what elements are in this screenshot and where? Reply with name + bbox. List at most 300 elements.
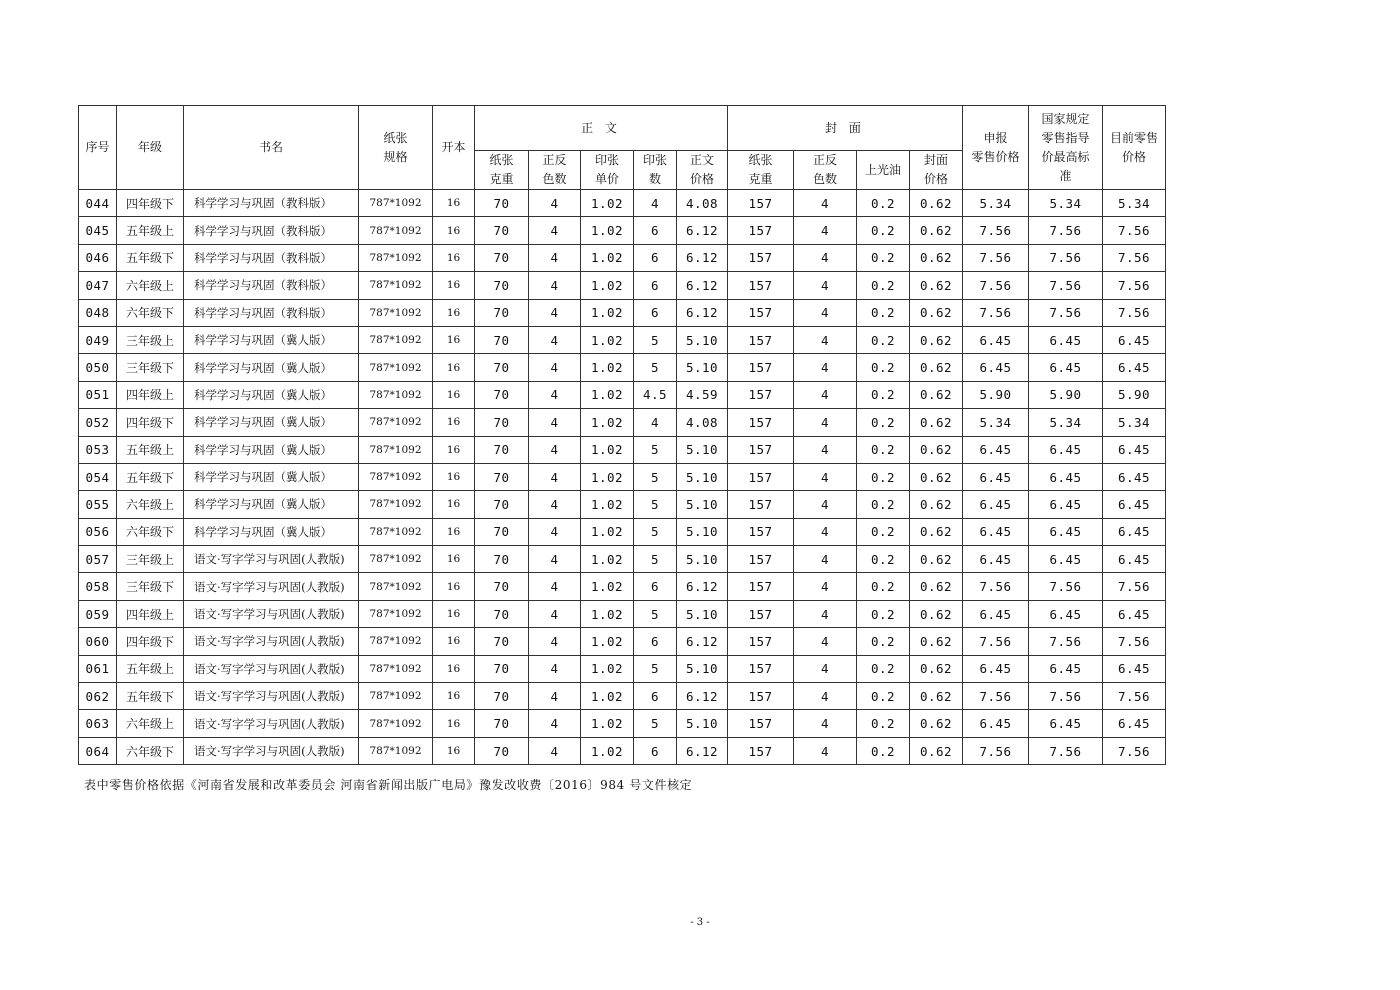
cell-format: 16 [433, 518, 475, 545]
cell-national-guide: 6.45 [1029, 518, 1103, 545]
table-row [79, 491, 1166, 518]
header-cover-group: 封 面 [728, 106, 963, 151]
cell-cover-weight: 157 [728, 326, 794, 353]
cell-current-price: 7.56 [1103, 628, 1166, 655]
cell-seq: 048 [79, 299, 117, 326]
cell-body-price: 4.08 [677, 409, 728, 436]
cell-body-weight: 70 [475, 217, 529, 244]
cell-body-price: 4.08 [677, 190, 728, 217]
cell-title: 语文·写字学习与巩固(人教版) [184, 546, 359, 573]
table-row [79, 244, 1166, 271]
cell-cover-weight: 157 [728, 409, 794, 436]
cell-body-weight: 70 [475, 737, 529, 764]
cell-cover-gloss: 0.2 [857, 628, 910, 655]
cell-body-sheet-price: 1.02 [581, 655, 634, 682]
cell-body-colors: 4 [529, 600, 581, 627]
cell-cover-colors: 4 [794, 628, 857, 655]
cell-body-sheet-price: 1.02 [581, 737, 634, 764]
cell-declared-price: 6.45 [963, 600, 1029, 627]
header-seq: 序号 [79, 106, 117, 190]
cell-cover-price: 0.62 [910, 655, 963, 682]
cell-body-price: 5.10 [677, 546, 728, 573]
cell-spec: 787*1092 [359, 518, 433, 545]
cell-format: 16 [433, 436, 475, 463]
page-number: - 3 - [690, 917, 710, 928]
table-row [79, 272, 1166, 299]
table-row [79, 409, 1166, 436]
cell-cover-weight: 157 [728, 436, 794, 463]
table-row [79, 463, 1166, 490]
cell-spec: 787*1092 [359, 217, 433, 244]
cell-body-price: 6.12 [677, 272, 728, 299]
table-row [79, 628, 1166, 655]
table-row [79, 436, 1166, 463]
cell-national-guide: 7.56 [1029, 683, 1103, 710]
cell-cover-colors: 4 [794, 272, 857, 299]
cell-cover-colors: 4 [794, 737, 857, 764]
cell-body-colors: 4 [529, 463, 581, 490]
cell-body-weight: 70 [475, 299, 529, 326]
cell-body-sheets: 6 [634, 299, 677, 326]
cell-declared-price: 6.45 [963, 463, 1029, 490]
cell-spec: 787*1092 [359, 244, 433, 271]
cell-cover-price: 0.62 [910, 436, 963, 463]
cell-cover-weight: 157 [728, 628, 794, 655]
cell-title: 科学学习与巩固（教科版） [184, 190, 359, 217]
cell-seq: 052 [79, 409, 117, 436]
cell-body-colors: 4 [529, 573, 581, 600]
cell-body-weight: 70 [475, 710, 529, 737]
cell-body-sheets: 6 [634, 737, 677, 764]
cell-cover-weight: 157 [728, 546, 794, 573]
table-row [79, 190, 1166, 217]
cell-body-price: 6.12 [677, 628, 728, 655]
cell-body-sheet-price: 1.02 [581, 463, 634, 490]
table-row [79, 710, 1166, 737]
cell-national-guide: 7.56 [1029, 217, 1103, 244]
cell-body-sheet-price: 1.02 [581, 436, 634, 463]
cell-seq: 063 [79, 710, 117, 737]
cell-cover-price: 0.62 [910, 299, 963, 326]
cell-format: 16 [433, 381, 475, 408]
cell-title: 科学学习与巩固（冀人版） [184, 491, 359, 518]
cell-national-guide: 5.90 [1029, 381, 1103, 408]
header-cover-colors: 正反 色数 [794, 151, 857, 190]
cell-cover-price: 0.62 [910, 326, 963, 353]
cell-body-colors: 4 [529, 381, 581, 408]
cell-cover-weight: 157 [728, 354, 794, 381]
cell-body-colors: 4 [529, 710, 581, 737]
cell-grade: 五年级上 [117, 436, 184, 463]
cell-format: 16 [433, 299, 475, 326]
cell-body-colors: 4 [529, 354, 581, 381]
cell-cover-weight: 157 [728, 737, 794, 764]
cell-national-guide: 5.34 [1029, 190, 1103, 217]
cell-cover-weight: 157 [728, 655, 794, 682]
cell-declared-price: 6.45 [963, 326, 1029, 353]
cell-body-weight: 70 [475, 354, 529, 381]
cell-title: 语文·写字学习与巩固(人教版) [184, 737, 359, 764]
cell-body-colors: 4 [529, 737, 581, 764]
cell-spec: 787*1092 [359, 710, 433, 737]
cell-cover-gloss: 0.2 [857, 190, 910, 217]
cell-cover-colors: 4 [794, 600, 857, 627]
cell-body-weight: 70 [475, 546, 529, 573]
cell-declared-price: 6.45 [963, 436, 1029, 463]
cell-cover-colors: 4 [794, 217, 857, 244]
cell-cover-weight: 157 [728, 710, 794, 737]
table-row [79, 381, 1166, 408]
cell-cover-price: 0.62 [910, 463, 963, 490]
cell-grade: 五年级下 [117, 244, 184, 271]
table-row [79, 600, 1166, 627]
cell-grade: 四年级下 [117, 190, 184, 217]
cell-title: 科学学习与巩固（冀人版） [184, 463, 359, 490]
cell-cover-gloss: 0.2 [857, 491, 910, 518]
cell-cover-gloss: 0.2 [857, 710, 910, 737]
cell-body-weight: 70 [475, 655, 529, 682]
cell-body-sheet-price: 1.02 [581, 491, 634, 518]
cell-body-colors: 4 [529, 326, 581, 353]
cell-body-price: 4.59 [677, 381, 728, 408]
cell-national-guide: 6.45 [1029, 436, 1103, 463]
cell-body-price: 5.10 [677, 655, 728, 682]
cell-body-colors: 4 [529, 655, 581, 682]
cell-cover-gloss: 0.2 [857, 573, 910, 600]
cell-body-price: 5.10 [677, 518, 728, 545]
cell-declared-price: 6.45 [963, 655, 1029, 682]
cell-cover-colors: 4 [794, 190, 857, 217]
cell-cover-price: 0.62 [910, 190, 963, 217]
cell-seq: 055 [79, 491, 117, 518]
cell-body-colors: 4 [529, 272, 581, 299]
cell-seq: 054 [79, 463, 117, 490]
cell-body-weight: 70 [475, 573, 529, 600]
cell-body-sheets: 5 [634, 326, 677, 353]
cell-cover-weight: 157 [728, 600, 794, 627]
cell-grade: 四年级下 [117, 409, 184, 436]
cell-grade: 六年级上 [117, 710, 184, 737]
cell-national-guide: 6.45 [1029, 463, 1103, 490]
cell-cover-gloss: 0.2 [857, 518, 910, 545]
cell-cover-gloss: 0.2 [857, 463, 910, 490]
cell-declared-price: 6.45 [963, 710, 1029, 737]
header-body-sheets: 印张 数 [634, 151, 677, 190]
cell-declared-price: 7.56 [963, 272, 1029, 299]
table-row [79, 299, 1166, 326]
header-format: 开本 [433, 106, 475, 190]
cell-national-guide: 6.45 [1029, 491, 1103, 518]
cell-format: 16 [433, 737, 475, 764]
cell-cover-colors: 4 [794, 409, 857, 436]
cell-cover-price: 0.62 [910, 491, 963, 518]
cell-current-price: 6.45 [1103, 436, 1166, 463]
cell-spec: 787*1092 [359, 655, 433, 682]
cell-seq: 044 [79, 190, 117, 217]
cell-format: 16 [433, 655, 475, 682]
cell-title: 科学学习与巩固（教科版） [184, 244, 359, 271]
cell-seq: 060 [79, 628, 117, 655]
cell-body-weight: 70 [475, 272, 529, 299]
cell-body-price: 5.10 [677, 600, 728, 627]
cell-title: 科学学习与巩固（教科版） [184, 217, 359, 244]
cell-body-weight: 70 [475, 190, 529, 217]
cell-current-price: 5.34 [1103, 190, 1166, 217]
cell-body-sheet-price: 1.02 [581, 381, 634, 408]
cell-grade: 四年级上 [117, 600, 184, 627]
cell-national-guide: 7.56 [1029, 737, 1103, 764]
cell-declared-price: 6.45 [963, 518, 1029, 545]
cell-body-colors: 4 [529, 628, 581, 655]
cell-grade: 五年级下 [117, 683, 184, 710]
cell-format: 16 [433, 491, 475, 518]
cell-body-sheet-price: 1.02 [581, 299, 634, 326]
cell-spec: 787*1092 [359, 381, 433, 408]
cell-spec: 787*1092 [359, 546, 433, 573]
cell-cover-gloss: 0.2 [857, 546, 910, 573]
cell-seq: 061 [79, 655, 117, 682]
cell-cover-price: 0.62 [910, 381, 963, 408]
cell-grade: 三年级上 [117, 546, 184, 573]
cell-cover-price: 0.62 [910, 244, 963, 271]
cell-cover-colors: 4 [794, 655, 857, 682]
cell-title: 科学学习与巩固（冀人版） [184, 409, 359, 436]
cell-current-price: 6.45 [1103, 546, 1166, 573]
cell-spec: 787*1092 [359, 491, 433, 518]
cell-spec: 787*1092 [359, 190, 433, 217]
cell-declared-price: 6.45 [963, 546, 1029, 573]
cell-cover-weight: 157 [728, 272, 794, 299]
table-row [79, 655, 1166, 682]
cell-seq: 057 [79, 546, 117, 573]
cell-declared-price: 7.56 [963, 737, 1029, 764]
cell-cover-weight: 157 [728, 463, 794, 490]
cell-spec: 787*1092 [359, 299, 433, 326]
cell-seq: 059 [79, 600, 117, 627]
cell-current-price: 7.56 [1103, 683, 1166, 710]
cell-format: 16 [433, 573, 475, 600]
cell-declared-price: 6.45 [963, 491, 1029, 518]
cell-body-colors: 4 [529, 491, 581, 518]
cell-grade: 六年级下 [117, 518, 184, 545]
cell-body-sheet-price: 1.02 [581, 628, 634, 655]
cell-title: 科学学习与巩固（冀人版） [184, 326, 359, 353]
header-body-group: 正 文 [475, 106, 728, 151]
cell-title: 语文·写字学习与巩固(人教版) [184, 683, 359, 710]
cell-current-price: 7.56 [1103, 299, 1166, 326]
cell-grade: 六年级上 [117, 272, 184, 299]
cell-spec: 787*1092 [359, 354, 433, 381]
cell-body-sheets: 6 [634, 573, 677, 600]
cell-current-price: 7.56 [1103, 272, 1166, 299]
cell-grade: 六年级上 [117, 491, 184, 518]
cell-body-sheet-price: 1.02 [581, 354, 634, 381]
cell-body-colors: 4 [529, 244, 581, 271]
cell-current-price: 6.45 [1103, 491, 1166, 518]
cell-cover-gloss: 0.2 [857, 299, 910, 326]
cell-body-sheet-price: 1.02 [581, 600, 634, 627]
cell-spec: 787*1092 [359, 683, 433, 710]
cell-cover-weight: 157 [728, 518, 794, 545]
cell-body-colors: 4 [529, 546, 581, 573]
cell-grade: 三年级上 [117, 326, 184, 353]
header-cover-gloss: 上光油 [857, 151, 910, 190]
cell-body-sheets: 5 [634, 518, 677, 545]
cell-cover-gloss: 0.2 [857, 326, 910, 353]
cell-grade: 六年级下 [117, 299, 184, 326]
cell-national-guide: 6.45 [1029, 710, 1103, 737]
cell-body-sheets: 6 [634, 628, 677, 655]
cell-cover-colors: 4 [794, 710, 857, 737]
cell-current-price: 5.90 [1103, 381, 1166, 408]
cell-body-sheet-price: 1.02 [581, 518, 634, 545]
cell-spec: 787*1092 [359, 573, 433, 600]
cell-grade: 四年级上 [117, 381, 184, 408]
cell-title: 科学学习与巩固（冀人版） [184, 381, 359, 408]
cell-current-price: 7.56 [1103, 737, 1166, 764]
cell-seq: 049 [79, 326, 117, 353]
cell-title: 语文·写字学习与巩固(人教版) [184, 600, 359, 627]
cell-seq: 064 [79, 737, 117, 764]
cell-body-weight: 70 [475, 463, 529, 490]
cell-body-colors: 4 [529, 518, 581, 545]
cell-national-guide: 6.45 [1029, 326, 1103, 353]
cell-cover-colors: 4 [794, 244, 857, 271]
cell-spec: 787*1092 [359, 628, 433, 655]
cell-cover-colors: 4 [794, 463, 857, 490]
cell-cover-price: 0.62 [910, 354, 963, 381]
cell-title: 语文·写字学习与巩固(人教版) [184, 710, 359, 737]
cell-seq: 062 [79, 683, 117, 710]
cell-cover-colors: 4 [794, 546, 857, 573]
cell-spec: 787*1092 [359, 326, 433, 353]
cell-national-guide: 6.45 [1029, 600, 1103, 627]
cell-cover-gloss: 0.2 [857, 655, 910, 682]
cell-grade: 五年级下 [117, 463, 184, 490]
cell-grade: 三年级下 [117, 573, 184, 600]
cell-seq: 053 [79, 436, 117, 463]
cell-declared-price: 7.56 [963, 244, 1029, 271]
cell-declared-price: 7.56 [963, 628, 1029, 655]
cell-body-price: 5.10 [677, 710, 728, 737]
cell-cover-colors: 4 [794, 573, 857, 600]
table-row [79, 737, 1166, 764]
cell-body-sheets: 4 [634, 409, 677, 436]
header-body-colors: 正反 色数 [529, 151, 581, 190]
cell-grade: 四年级下 [117, 628, 184, 655]
cell-body-colors: 4 [529, 683, 581, 710]
cell-title: 科学学习与巩固（冀人版） [184, 354, 359, 381]
header-title: 书名 [184, 106, 359, 190]
cell-declared-price: 5.34 [963, 190, 1029, 217]
cell-spec: 787*1092 [359, 600, 433, 627]
cell-title: 语文·写字学习与巩固(人教版) [184, 628, 359, 655]
cell-current-price: 7.56 [1103, 573, 1166, 600]
cell-declared-price: 7.56 [963, 573, 1029, 600]
cell-national-guide: 7.56 [1029, 272, 1103, 299]
cell-cover-colors: 4 [794, 518, 857, 545]
price-table [78, 105, 1166, 765]
cell-cover-price: 0.62 [910, 737, 963, 764]
cell-seq: 050 [79, 354, 117, 381]
cell-cover-weight: 157 [728, 491, 794, 518]
cell-seq: 051 [79, 381, 117, 408]
cell-format: 16 [433, 244, 475, 271]
cell-current-price: 6.45 [1103, 710, 1166, 737]
cell-body-sheets: 5 [634, 710, 677, 737]
cell-cover-colors: 4 [794, 354, 857, 381]
cell-cover-price: 0.62 [910, 409, 963, 436]
cell-national-guide: 6.45 [1029, 546, 1103, 573]
cell-body-colors: 4 [529, 190, 581, 217]
cell-body-sheets: 5 [634, 600, 677, 627]
cell-format: 16 [433, 628, 475, 655]
cell-format: 16 [433, 710, 475, 737]
cell-body-weight: 70 [475, 326, 529, 353]
cell-format: 16 [433, 190, 475, 217]
cell-body-price: 6.12 [677, 217, 728, 244]
cell-body-weight: 70 [475, 381, 529, 408]
cell-cover-weight: 157 [728, 683, 794, 710]
cell-declared-price: 7.56 [963, 683, 1029, 710]
header-declared-price: 申报 零售价格 [963, 106, 1029, 190]
cell-body-sheet-price: 1.02 [581, 326, 634, 353]
cell-national-guide: 7.56 [1029, 628, 1103, 655]
cell-body-sheet-price: 1.02 [581, 573, 634, 600]
cell-declared-price: 6.45 [963, 354, 1029, 381]
cell-body-colors: 4 [529, 217, 581, 244]
cell-declared-price: 7.56 [963, 217, 1029, 244]
cell-cover-gloss: 0.2 [857, 354, 910, 381]
cell-title: 科学学习与巩固（冀人版） [184, 436, 359, 463]
header-current-price: 目前零售 价格 [1103, 106, 1166, 190]
cell-body-sheet-price: 1.02 [581, 409, 634, 436]
cell-body-sheets: 4 [634, 190, 677, 217]
table-row [79, 326, 1166, 353]
cell-title: 语文·写字学习与巩固(人教版) [184, 573, 359, 600]
cell-body-price: 6.12 [677, 244, 728, 271]
cell-spec: 787*1092 [359, 737, 433, 764]
cell-spec: 787*1092 [359, 409, 433, 436]
cell-cover-price: 0.62 [910, 546, 963, 573]
cell-body-weight: 70 [475, 518, 529, 545]
header-national-guide: 国家规定 零售指导 价最高标 准 [1029, 106, 1103, 190]
cell-current-price: 7.56 [1103, 217, 1166, 244]
cell-cover-price: 0.62 [910, 272, 963, 299]
cell-seq: 047 [79, 272, 117, 299]
cell-body-sheet-price: 1.02 [581, 217, 634, 244]
cell-body-price: 5.10 [677, 326, 728, 353]
cell-current-price: 6.45 [1103, 326, 1166, 353]
cell-format: 16 [433, 354, 475, 381]
cell-cover-price: 0.62 [910, 683, 963, 710]
cell-declared-price: 5.90 [963, 381, 1029, 408]
cell-title: 科学学习与巩固（冀人版） [184, 518, 359, 545]
header-body-sheet-price: 印张 单价 [581, 151, 634, 190]
cell-current-price: 6.45 [1103, 655, 1166, 682]
cell-body-price: 5.10 [677, 436, 728, 463]
cell-format: 16 [433, 272, 475, 299]
cell-cover-gloss: 0.2 [857, 683, 910, 710]
cell-title: 科学学习与巩固（教科版） [184, 272, 359, 299]
cell-body-price: 5.10 [677, 463, 728, 490]
cell-cover-gloss: 0.2 [857, 272, 910, 299]
cell-body-sheets: 5 [634, 354, 677, 381]
cell-body-sheet-price: 1.02 [581, 683, 634, 710]
cell-grade: 三年级下 [117, 354, 184, 381]
cell-body-weight: 70 [475, 600, 529, 627]
cell-cover-colors: 4 [794, 436, 857, 463]
